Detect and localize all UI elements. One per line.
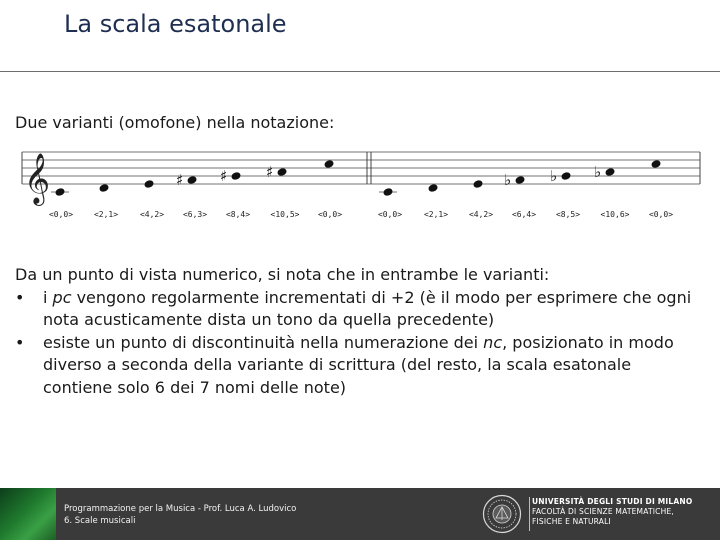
variant-1-note-label-6: <10,5>: [270, 210, 300, 219]
treble-clef-icon: 𝄞: [24, 153, 51, 204]
variant-1-note-5: [230, 171, 241, 181]
slide-title: La scala esatonale: [64, 10, 287, 38]
variant-1-note-label-5: <8,4>: [225, 210, 251, 219]
university-line-1: UNIVERSITÀ DEGLI STUDI DI MILANO: [532, 497, 693, 506]
university-line-3: FISICHE E NATURALI: [532, 517, 611, 526]
variant-2-note-label-1: <0,0>: [377, 210, 403, 219]
body-text: [15, 264, 705, 399]
variant-2-note-5: [560, 171, 571, 181]
footer-lesson-line: 6. Scale musicali: [64, 516, 136, 526]
variant-1-note-label-4: <6,3>: [182, 210, 208, 219]
staff-svg: [0, 140, 720, 230]
bullet-pc-pre: i: [43, 287, 53, 307]
bullet-nc: [15, 332, 705, 400]
variant-1-note-label-1: <0,0>: [48, 210, 74, 219]
variant-2-note-1: [382, 187, 393, 197]
variant-1-accidental-5: ♯: [220, 167, 228, 185]
footer-bar: [0, 488, 720, 540]
variant-1-note-1: [54, 187, 65, 197]
variant-1-note-label-3: <4,2>: [139, 210, 165, 219]
variant-1-accidental-4: ♯: [176, 171, 184, 189]
variant-2-accidental-6: ♭: [594, 163, 602, 181]
intro-text: Due varianti (omofone) nella notazione:: [15, 113, 335, 132]
bullet-nc-post: , posizionato in modo diverso a seconda della variante di scrittura (del resto, la scala esatonale contiene solo 6 dei 7 nomi delle note): [43, 332, 674, 397]
footer-divider: [529, 497, 530, 531]
variant-1-accidental-6: ♯: [266, 163, 274, 181]
variant-1-note-2: [98, 183, 109, 193]
variant-2-note-label-6: <10,6>: [600, 210, 630, 219]
bullet-mark: •: [15, 332, 25, 352]
bullet-nc-em: nc: [483, 332, 503, 352]
variant-2-note-label-5: <8,5>: [555, 210, 581, 219]
variant-2-note-label-2: <2,1>: [423, 210, 449, 219]
bullet-pc-post: vengono regolarmente incrementati di +2 (è il modo per esprimere che ogni nota acusticamente dista un tono da quella precedente): [43, 287, 692, 329]
title-divider: [0, 71, 720, 72]
footer-course-line: Programmazione per la Musica - Prof. Luca A. Ludovico: [64, 504, 297, 514]
bullet-nc-pre: esiste un punto di discontinuità nella numerazione dei: [43, 332, 484, 352]
variant-2-note-7: [650, 159, 661, 169]
university-seal-icon: [482, 494, 522, 534]
variant-2-note-label-7: <0,0>: [648, 210, 674, 219]
university-name: [532, 497, 692, 527]
variant-2-accidental-4: ♭: [504, 171, 512, 189]
body-lead: Da un punto di vista numerico, si nota che in entrambe le varianti:: [15, 265, 550, 284]
variant-2-note-2: [427, 183, 438, 193]
variant-2-accidental-5: ♭: [550, 167, 558, 185]
bullet-mark: •: [15, 287, 25, 307]
variant-1-note-6: [276, 167, 287, 177]
variant-1-note-label-2: <2,1>: [93, 210, 119, 219]
footer-course-info: [64, 503, 296, 527]
variant-2-note-label-4: <6,4>: [511, 210, 537, 219]
variant-2-note-label-3: <4,2>: [468, 210, 494, 219]
university-line-2: FACOLTÀ DI SCIENZE MATEMATICHE,: [532, 507, 674, 516]
variant-1-note-7: [323, 159, 334, 169]
variant-2-note-6: [604, 167, 615, 177]
variant-1-note-label-7: <0,0>: [317, 210, 343, 219]
bullet-pc-em: pc: [52, 287, 72, 307]
bullet-pc: [15, 287, 705, 332]
variant-1-note-4: [186, 175, 197, 185]
variant-2-note-4: [514, 175, 525, 185]
music-notation: [0, 140, 720, 230]
footer-green-block: [0, 488, 56, 540]
variant-2-note-3: [472, 179, 483, 189]
variant-1-note-3: [143, 179, 154, 189]
